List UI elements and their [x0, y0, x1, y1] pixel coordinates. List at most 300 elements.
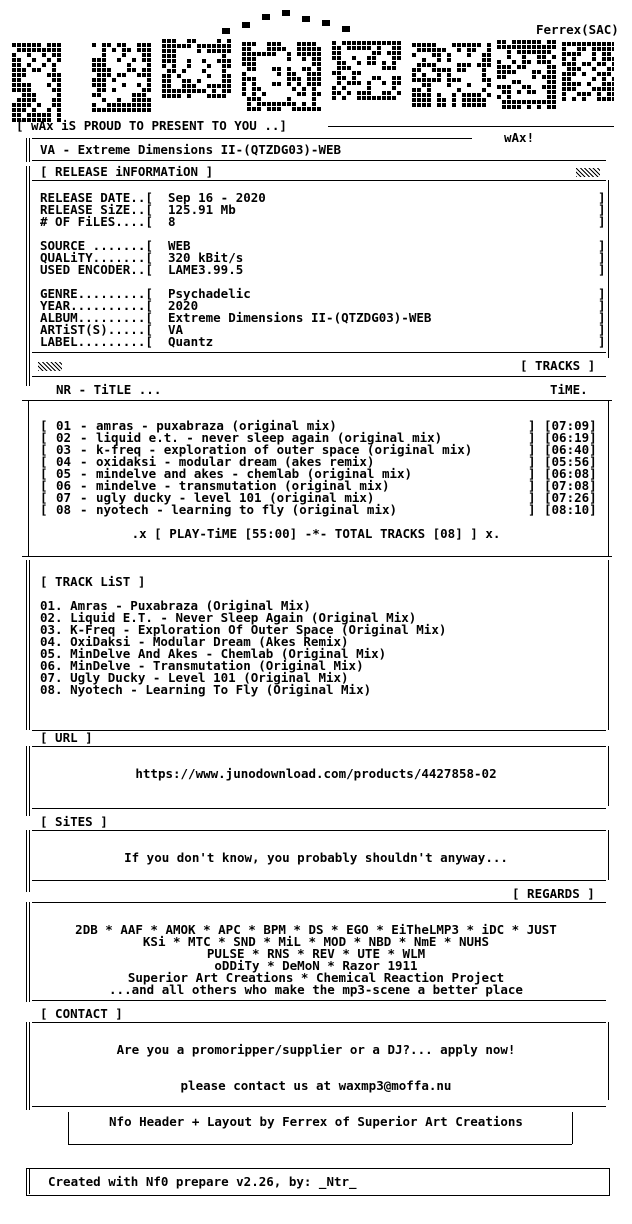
logo-block — [242, 72, 246, 76]
logo-block — [567, 67, 571, 71]
logo-block — [102, 83, 106, 87]
logo-block — [97, 63, 101, 67]
logo-block — [17, 48, 21, 52]
logo-block — [57, 108, 61, 112]
logo-block — [122, 103, 126, 107]
info-label: RELEASE SiZE..[ — [40, 202, 153, 217]
logo-block — [247, 52, 251, 56]
logo-block — [377, 41, 381, 45]
bracket-close: ] — [528, 502, 536, 517]
logo-block — [332, 46, 336, 50]
logo-block — [427, 48, 431, 52]
logo-block — [417, 88, 421, 92]
logo-block — [432, 48, 436, 52]
logo-block — [47, 73, 51, 77]
logo-block — [247, 107, 251, 111]
logo-block — [242, 82, 246, 86]
logo-block — [52, 53, 56, 57]
logo-block — [57, 43, 61, 47]
logo-block — [132, 93, 136, 97]
logo-block — [482, 98, 486, 102]
logo-block — [397, 46, 401, 50]
logo-block — [32, 48, 36, 52]
logo-block — [252, 62, 256, 66]
logo-block — [162, 74, 166, 78]
track-time: [07:08] — [544, 478, 597, 493]
logo-block — [252, 87, 256, 91]
logo-block — [477, 43, 481, 47]
logo-block — [367, 81, 371, 85]
logo-block — [172, 39, 176, 43]
logo-block — [307, 82, 311, 86]
logo-block — [437, 58, 441, 62]
logo-block — [172, 59, 176, 63]
logo-block — [507, 70, 511, 74]
logo-block — [572, 62, 576, 66]
logo-block — [547, 65, 551, 69]
logo-block — [272, 82, 276, 86]
logo-block — [472, 98, 476, 102]
logo-block — [22, 83, 26, 87]
logo-block — [292, 87, 296, 91]
logo-block — [522, 45, 526, 49]
logo-block — [562, 92, 566, 96]
logo-block — [562, 52, 566, 56]
logo-block — [227, 49, 231, 53]
logo-block — [247, 57, 251, 61]
logo-block — [27, 103, 31, 107]
logo-block — [517, 65, 521, 69]
logo-block — [547, 45, 551, 49]
logo-block — [222, 94, 226, 98]
logo-block — [57, 48, 61, 52]
logo-block — [52, 68, 56, 72]
logo-block — [537, 100, 541, 104]
logo-block — [487, 58, 491, 62]
logo-block — [267, 52, 271, 56]
logo-block — [277, 72, 281, 76]
logo-block — [392, 66, 396, 70]
logo-block — [317, 82, 321, 86]
logo-block — [302, 107, 306, 111]
logo-block — [587, 92, 591, 96]
logo-block — [297, 107, 301, 111]
logo-block — [532, 100, 536, 104]
logo-block — [22, 108, 26, 112]
logo-block — [267, 47, 271, 51]
logo-block — [137, 43, 141, 47]
logo-block — [287, 102, 291, 106]
logo-block — [547, 100, 551, 104]
proud-banner: [ wAx iS PROUD TO PRESENT TO YOU ..] — [16, 118, 287, 133]
logo-block — [342, 66, 346, 70]
logo-block — [452, 78, 456, 82]
logo-block — [372, 96, 376, 100]
logo-block — [142, 53, 146, 57]
logo-block — [42, 48, 46, 52]
logo-block — [477, 93, 481, 97]
track-title: mindelve and akes - chemlab (original mix) — [96, 466, 413, 481]
logo-block — [252, 107, 256, 111]
logo-block — [267, 107, 271, 111]
logo-block — [477, 63, 481, 67]
logo-block — [132, 108, 136, 112]
logo-block — [372, 56, 376, 60]
track-number: 06 — [56, 478, 72, 493]
logo-block — [457, 88, 461, 92]
logo-block — [562, 62, 566, 66]
logo-block — [387, 96, 391, 100]
logo-block — [367, 46, 371, 50]
logo-block — [612, 57, 614, 61]
logo-block — [307, 52, 311, 56]
logo-block — [147, 43, 151, 47]
bracket-open: [ — [40, 418, 48, 433]
logo-block — [202, 44, 206, 48]
logo-block — [247, 67, 251, 71]
logo-block — [132, 58, 136, 62]
logo-block — [182, 84, 186, 88]
logo-block — [312, 62, 316, 66]
logo-block — [397, 56, 401, 60]
track-title: mindelve - transmutation (original mix) — [96, 478, 390, 493]
bracket-close: ] — [528, 442, 536, 457]
logo-block — [467, 98, 471, 102]
logo-block — [307, 42, 311, 46]
logo-block — [532, 70, 536, 74]
logo-block — [532, 50, 536, 54]
logo-block — [172, 89, 176, 93]
logo-block — [167, 54, 171, 58]
logo-block — [197, 49, 201, 53]
logo-block — [247, 102, 251, 106]
logo-block — [142, 93, 146, 97]
logo-block — [262, 14, 270, 20]
bracket-close: ] — [598, 286, 606, 301]
track-list-item: 02. Liquid E.T. - Never Sleep Again (Original Mix) — [40, 610, 417, 625]
logo-block — [502, 45, 506, 49]
bracket-close: ] — [528, 418, 536, 433]
logo-block — [207, 49, 211, 53]
logo-block — [262, 102, 266, 106]
logo-block — [57, 58, 61, 62]
logo-block — [17, 88, 21, 92]
logo-block — [277, 67, 281, 71]
logo-block — [422, 93, 426, 97]
logo-block — [552, 105, 556, 109]
logo-block — [37, 48, 41, 52]
logo-block — [262, 92, 266, 96]
logo-block — [367, 41, 371, 45]
logo-block — [352, 71, 356, 75]
logo-block — [437, 103, 441, 107]
logo-block — [467, 48, 471, 52]
logo-block — [547, 85, 551, 89]
logo-block — [187, 94, 191, 98]
logo-block — [277, 107, 281, 111]
logo-block — [542, 85, 546, 89]
logo-block — [392, 81, 396, 85]
logo-block — [507, 55, 511, 59]
logo-block — [612, 87, 614, 91]
logo-block — [227, 89, 231, 93]
logo-block — [292, 72, 296, 76]
logo-block — [12, 63, 16, 67]
logo-block — [277, 47, 281, 51]
info-value: VA — [168, 322, 184, 337]
logo-block — [597, 62, 601, 66]
logo-block — [542, 60, 546, 64]
logo-block — [167, 44, 171, 48]
logo-block — [337, 56, 341, 60]
logo-block — [507, 50, 511, 54]
logo-block — [92, 43, 96, 47]
logo-block — [302, 67, 306, 71]
track-title: nyotech - learning to fly (original mix) — [96, 502, 398, 517]
logo-block — [337, 91, 341, 95]
logo-block — [442, 98, 446, 102]
logo-block — [137, 93, 141, 97]
logo-block — [607, 72, 611, 76]
logo-block — [452, 98, 456, 102]
logo-block — [192, 84, 196, 88]
logo-block — [517, 80, 521, 84]
logo-block — [107, 43, 111, 47]
logo-block — [97, 108, 101, 112]
logo-block — [97, 73, 101, 77]
info-label: YEAR..........[ — [40, 298, 153, 313]
logo-block — [137, 103, 141, 107]
logo-block — [432, 43, 436, 47]
regards-line: oDDiTy * DeMoN * Razor 1911 — [214, 958, 418, 973]
logo-block — [567, 77, 571, 81]
logo-block — [427, 43, 431, 47]
logo-block — [27, 63, 31, 67]
logo-block — [132, 98, 136, 102]
logo-block — [457, 68, 461, 72]
tracks-summary: .x [ PLAY-TiME [55:00] -*- TOTAL TRACKS [08] ] x. — [131, 526, 501, 541]
logo-block — [537, 55, 541, 59]
logo-block — [572, 57, 576, 61]
bracket-close: ] — [528, 454, 536, 469]
logo-block — [127, 103, 131, 107]
bracket-close: ] — [528, 478, 536, 493]
logo-block — [202, 89, 206, 93]
logo-block — [227, 44, 231, 48]
bracket-open: [ — [40, 502, 48, 517]
regards-line: Superior Art Creations * Chemical Reaction Project — [127, 970, 505, 985]
logo-block — [392, 96, 396, 100]
logo-block — [317, 57, 321, 61]
logo-block — [312, 42, 316, 46]
logo-block — [217, 39, 221, 43]
logo-block — [507, 85, 511, 89]
logo-block — [542, 45, 546, 49]
logo-block — [32, 93, 36, 97]
logo-block — [337, 51, 341, 55]
logo-block — [347, 91, 351, 95]
separator: - — [80, 442, 88, 457]
logo-block — [222, 49, 226, 53]
track-list-item: 08. Nyotech - Learning To Fly (Original Mix) — [40, 682, 372, 697]
logo-block — [242, 87, 246, 91]
logo-block — [297, 92, 301, 96]
logo-block — [512, 60, 516, 64]
logo-block — [22, 103, 26, 107]
logo-block — [247, 47, 251, 51]
logo-block — [227, 39, 231, 43]
logo-block — [527, 100, 531, 104]
logo-block — [57, 78, 61, 82]
logo-block — [502, 85, 506, 89]
logo-block — [562, 42, 566, 46]
logo-block — [267, 102, 271, 106]
logo-block — [22, 73, 26, 77]
logo-block — [302, 92, 306, 96]
logo-block — [367, 56, 371, 60]
logo-block — [17, 68, 21, 72]
logo-block — [552, 80, 556, 84]
logo-block — [562, 57, 566, 61]
logo-block — [242, 57, 246, 61]
logo-block — [422, 98, 426, 102]
track-list-item: 05. MinDelve And Akes - Chemlab (Original Mix) — [40, 646, 387, 661]
logo-block — [212, 84, 216, 88]
logo-block — [527, 40, 531, 44]
logo-block — [27, 93, 31, 97]
logo-block — [252, 77, 256, 81]
logo-block — [222, 89, 226, 93]
logo-block — [142, 48, 146, 52]
logo-block — [187, 79, 191, 83]
logo-block — [252, 67, 256, 71]
logo-block — [567, 82, 571, 86]
logo-block — [537, 60, 541, 64]
logo-block — [117, 43, 121, 47]
logo-block — [382, 61, 386, 65]
logo-block — [32, 98, 36, 102]
track-time: [06:19] — [544, 430, 597, 445]
logo-block — [317, 92, 321, 96]
logo-block — [422, 58, 426, 62]
logo-block — [567, 42, 571, 46]
logo-block — [112, 103, 116, 107]
logo-block — [272, 42, 276, 46]
contact-email[interactable]: please contact us at waxmp3@moffa.nu — [180, 1078, 452, 1093]
logo-block — [612, 82, 614, 86]
info-label: RELEASE DATE..[ — [40, 190, 153, 205]
logo-block — [517, 45, 521, 49]
logo-block — [187, 64, 191, 68]
logo-block — [467, 63, 471, 67]
logo-block — [417, 43, 421, 47]
logo-block — [422, 78, 426, 82]
logo-block — [312, 57, 316, 61]
logo-block — [592, 77, 596, 81]
logo-block — [52, 43, 56, 47]
logo-block — [102, 73, 106, 77]
logo-block — [537, 70, 541, 74]
logo-block — [582, 47, 586, 51]
logo-block — [122, 73, 126, 77]
logo-block — [452, 43, 456, 47]
logo-block — [222, 59, 226, 63]
logo-block — [92, 58, 96, 62]
logo-block — [342, 86, 346, 90]
logo-block — [462, 68, 466, 72]
logo-block — [372, 51, 376, 55]
logo-block — [382, 81, 386, 85]
logo-block — [547, 40, 551, 44]
logo-block — [357, 46, 361, 50]
logo-block — [257, 102, 261, 106]
logo-block — [502, 75, 506, 79]
logo-block — [437, 78, 441, 82]
logo-block — [57, 113, 61, 117]
logo-block — [147, 78, 151, 82]
logo-block — [392, 86, 396, 90]
logo-block — [122, 108, 126, 112]
logo-block — [317, 67, 321, 71]
logo-block — [42, 53, 46, 57]
logo-block — [532, 75, 536, 79]
logo-block — [472, 103, 476, 107]
separator: - — [80, 490, 88, 505]
logo-block — [607, 42, 611, 46]
logo-block — [162, 89, 166, 93]
logo-block — [222, 74, 226, 78]
logo-block — [147, 63, 151, 67]
logo-block — [272, 67, 276, 71]
track-number: 07 — [56, 490, 72, 505]
logo-block — [107, 108, 111, 112]
track-number: 08 — [56, 502, 72, 517]
logo-block — [312, 72, 316, 76]
logo-block — [227, 84, 231, 88]
logo-block — [167, 39, 171, 43]
logo-block — [562, 77, 566, 81]
logo-block — [502, 105, 506, 109]
logo-block — [602, 47, 606, 51]
logo-block — [592, 87, 596, 91]
logo-block — [422, 103, 426, 107]
logo-block — [312, 97, 316, 101]
logo-block — [167, 94, 171, 98]
group-tag: wAx! — [504, 130, 535, 145]
release-url-link[interactable]: https://www.junodownload.com/products/4427858-02 — [135, 766, 497, 781]
logo-block — [347, 81, 351, 85]
logo-block — [562, 72, 566, 76]
logo-block — [597, 87, 601, 91]
logo-block — [592, 67, 596, 71]
separator: - — [80, 430, 88, 445]
logo-block — [597, 42, 601, 46]
logo-block — [522, 65, 526, 69]
separator: - — [80, 478, 88, 493]
logo-block — [312, 52, 316, 56]
logo-block — [577, 42, 581, 46]
regards-line: KSi * MTC * SND * MiL * MOD * NBD * NmE * NUHS — [142, 934, 490, 949]
logo-block — [542, 55, 546, 59]
logo-block — [12, 108, 16, 112]
logo-block — [437, 93, 441, 97]
track-number: 05 — [56, 466, 72, 481]
logo-block — [477, 98, 481, 102]
bracket-close: ] — [598, 334, 606, 349]
logo-block — [567, 52, 571, 56]
logo-block — [202, 59, 206, 63]
logo-block — [357, 71, 361, 75]
